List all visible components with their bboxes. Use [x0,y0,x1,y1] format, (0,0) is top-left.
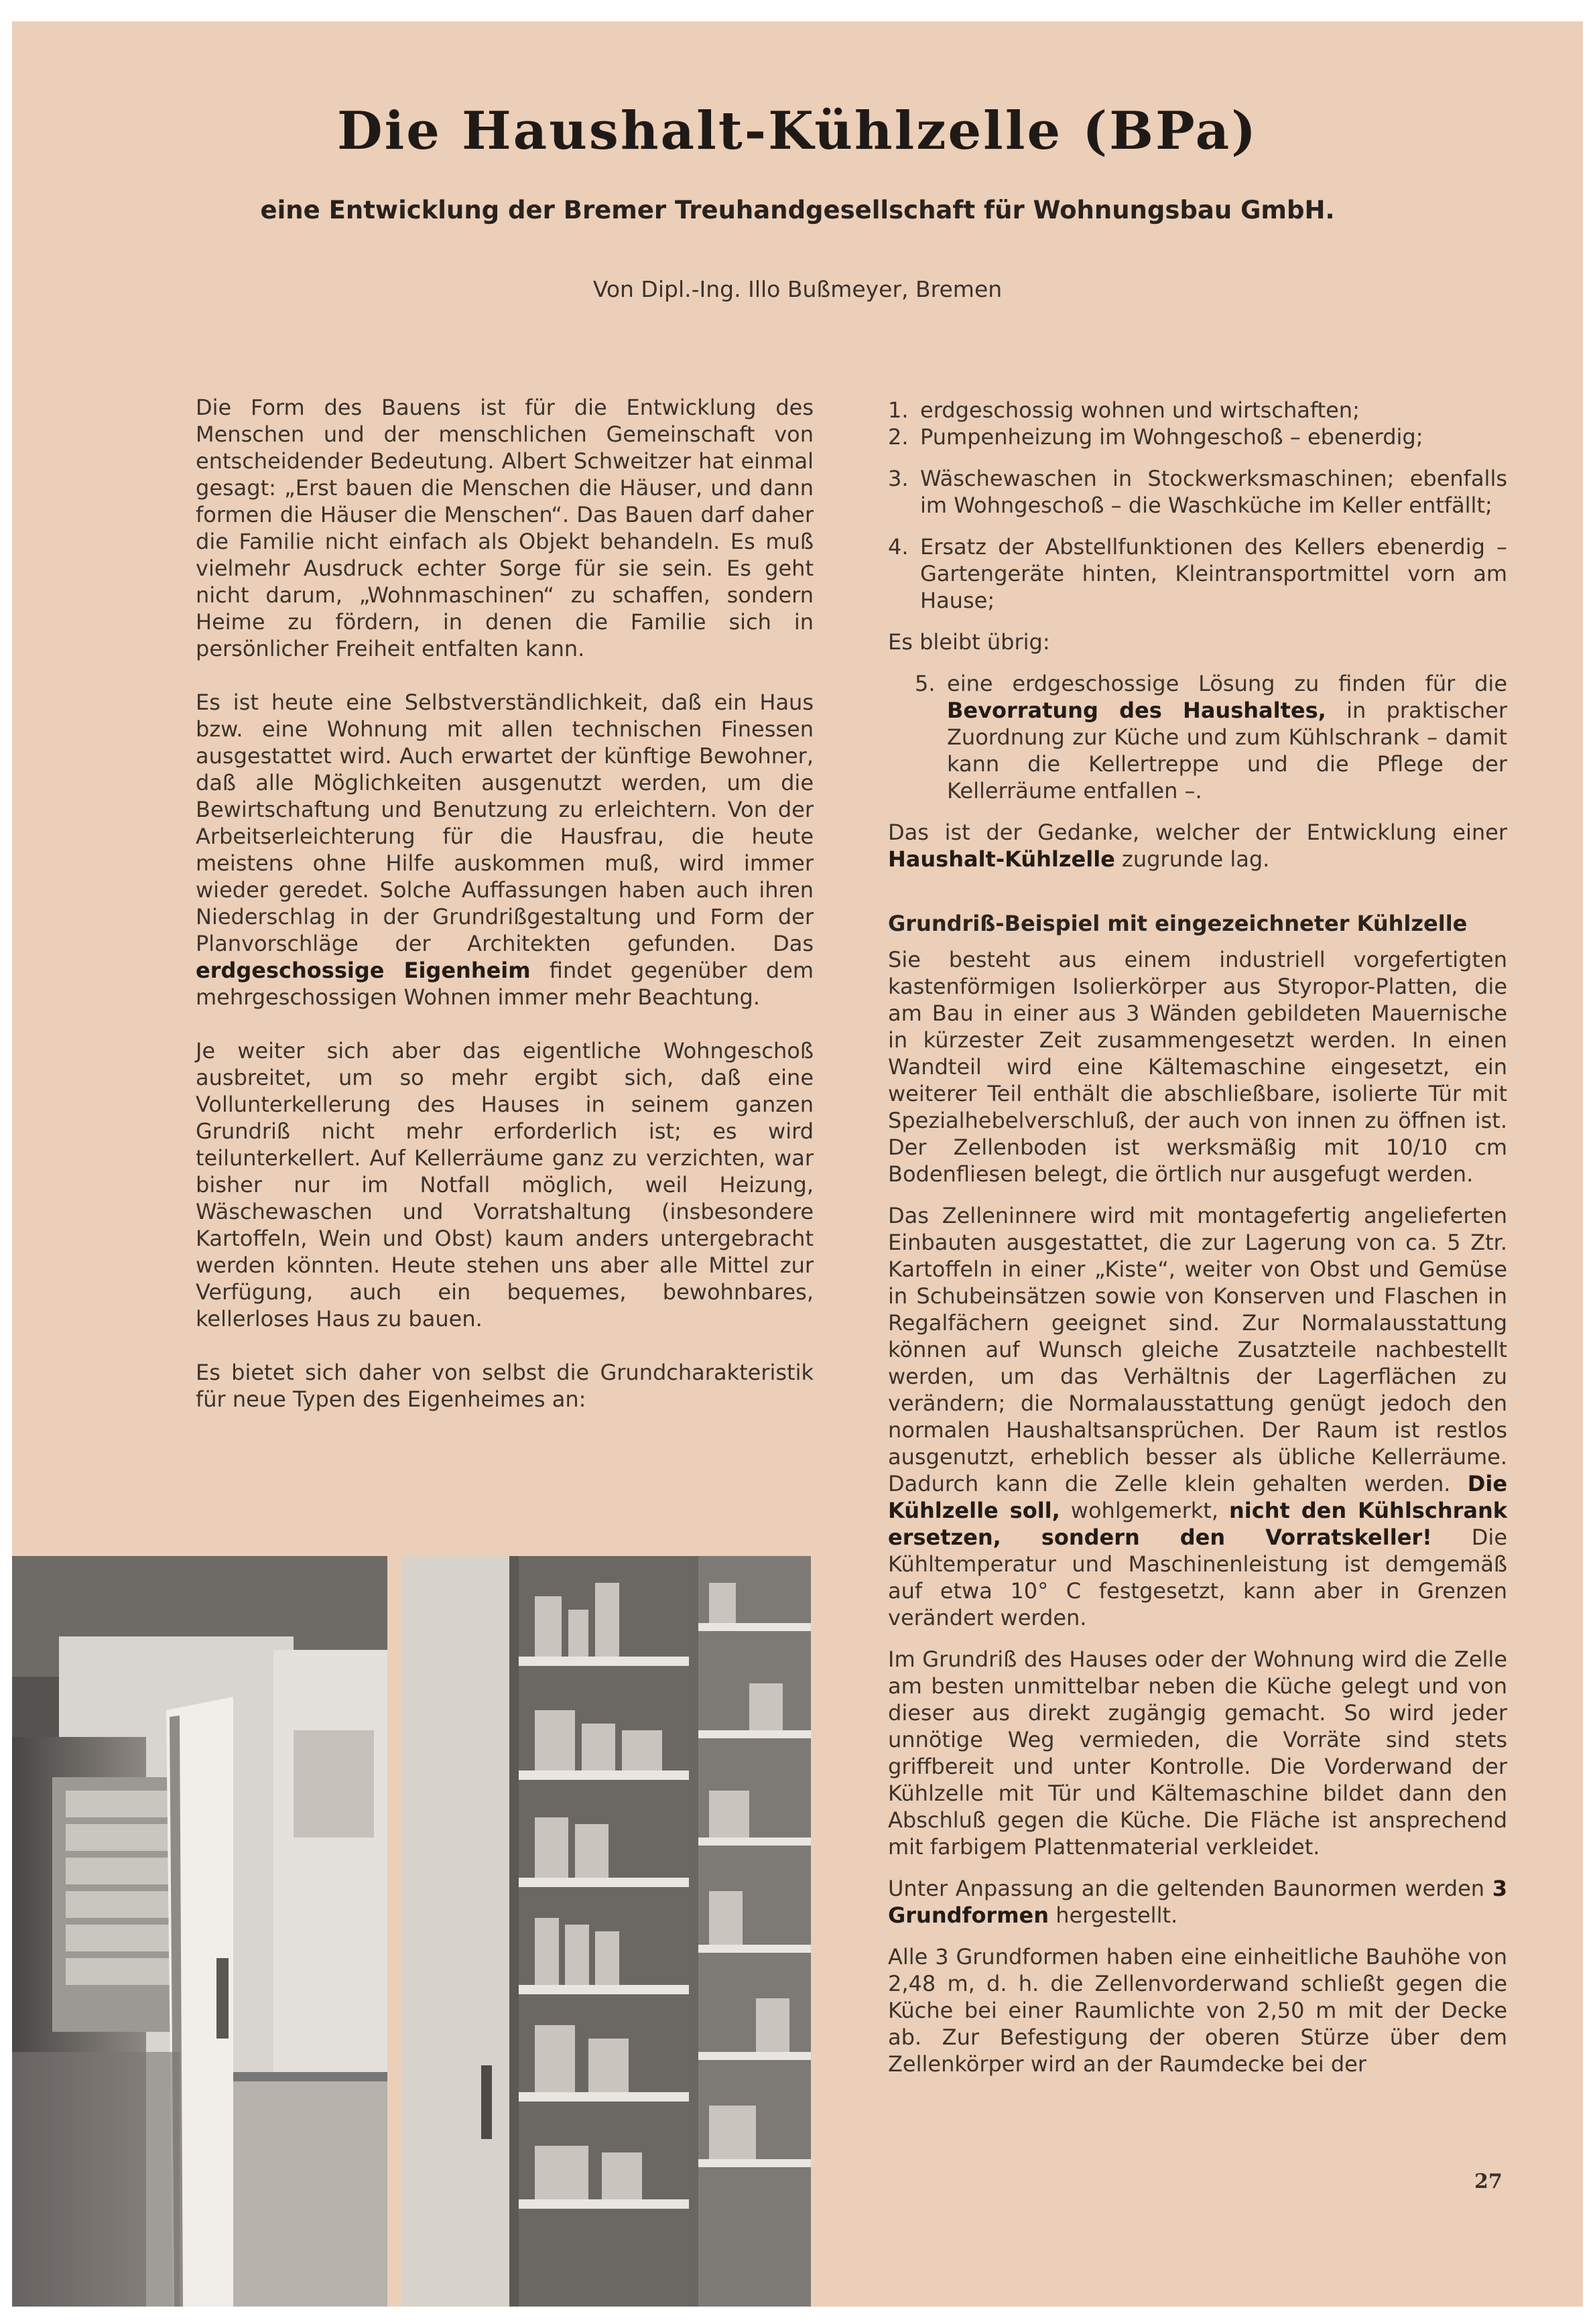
photo-pair [12,1556,811,2307]
photo-pantry-shelves [402,1556,811,2307]
author-byline: Von Dipl.-Ing. Illo Bußmeyer, Bremen [592,276,1003,302]
paragraph-characteristics: Es bietet sich daher von selbst die Grundcharakteristik für neue Typen des Eigenheimes an: [196,1360,814,1412]
emphasis-eigenheim: erdgeschossige Eigenheim [196,958,531,983]
article-subtitle: eine Entwicklung der Bremer Treuhandgesellschaft für Wohnungsbau GmbH. [260,196,1335,224]
paragraph-floorplan: Im Grundriß des Hauses oder der Wohnung wird die Zelle am besten unmittelbar neben die Küche gelegt und von dieser aus direkt zugängig gemacht. So wird jeder unnötige Weg vermieden, die Vorräte sind stets griffbereit und unter Kontrolle. Die Vorderwand der Kühlzelle mit Tür und Kältemaschine bildet dann den Abschluß gegen die Küche. Die Fläche ist ansprechend mit farbigem Plattenmaterial verkleidet. [888,1647,1507,1860]
list-item: 3. Wäschewaschen in Stockwerksmaschinen; ebenfalls im Wohngeschoß – die Waschküche im Keller entfällt; [888,466,1507,518]
left-text-column [196,394,814,1413]
page-number: 27 [1474,2170,1503,2193]
list-item: 5. eine erdgeschossige Lösung zu finden für die Bevorratung des Haushaltes, in praktischer Zuordnung zur Küche und zum Kühlschrank – damit kann die Kellertreppe und die Pflege der Kellerräume entfallen –. [915,671,1507,803]
paragraph-intro: Die Form des Bauens ist für die Entwicklung des Menschen und der menschlichen Gemeinschaft von entscheidender Bedeutung. Albert Schweitzer hat einmal gesagt: „Erst bauen die Menschen die Häuser, und dann formen die Häuser die Menschen“. Das Bauen darf daher die Familie nicht einfach als Objekt behandeln. Es muß vielmehr Ausdruck echter Sorge für sie sein. Es geht nicht darum, „Wohnmaschinen“ zu schaffen, sondern Heime zu fördern, in denen die Familie sich in persönlicher Freiheit entfalten kann. [196,395,814,661]
right-text-column [888,397,1507,2077]
paragraph-height: Alle 3 Grundformen haben eine einheitliche Bauhöhe von 2,48 m, d. h. die Zellenvorderwand schließt gegen die Küche bei einer Raumlichte von 2,50 m mit der Decke ab. Zur Befestigung der oberen Stürze über dem Zellenkörper wird an der Raumdecke bei der [888,1944,1507,2077]
section-heading: Grundriß-Beispiel mit eingezeichneter Kühlzelle [888,911,1468,936]
list-item: 4. Ersatz der Abstellfunktionen des Kellers ebenerdig – Gartengeräte hinten, Kleintransportmittel vorn am Hause; [888,534,1507,613]
list-item: 1. erdgeschossig wohnen und wirtschaften; [888,397,1360,423]
article-title: Die Haushalt-Kühlzelle (BPa) [336,101,1259,162]
paragraph-idea: Das ist der Gedanke, welcher der Entwicklung einer Haushalt-Kühlzelle zugrunde lag. [888,820,1507,872]
photo-gutter [387,1556,402,2307]
paragraph-interior: Das Zelleninnere wird mit montagefertig angelieferten Einbauten ausgestattet, die zur Lagerung von ca. 5 Ztr. Kartoffeln in einer „Kiste“, weiter von Obst und Gemüse in Schubeinsätzen sowie von Konserven und Flaschen in Regalfächern geeignet sind. Zur Normalausstattung können auf Wunsch gleiche Zusatzteile nachbestellt werden, um das Verhältnis der Lagerflächen zu verändern; die Normalausstattung genügt jedoch den normalen Haushaltsansprüchen. Der Raum ist restlos ausgenutzt, erheblich besser als übliche Kellerräume. Dadurch kann die Zelle klein gehalten werden. Die Kühlzelle soll, wohlgemerkt, nicht den Kühlschrank ersetzen, sondern den Vorratskeller! Die Kühltemperatur und Maschinenleistung ist demgemäß auf etwa 10° C festgesetzt, kann aber in Grenzen verändert werden. [888,1203,1508,1630]
photo-kitchen-door [12,1556,387,2307]
paragraph-construction: Sie besteht aus einem industriell vorgefertigten kastenförmigen Isolierkörper aus Styropor-Platten, die am Bau in einer aus 3 Wänden gebildeten Mauernische in kürzester Zeit zusammengesetzt werden. In einen Wandteil wird eine Kältemaschine eingesetzt, ein weiterer Teil enthält die abschließbare, isolierte Tür mit Spezialhebelverschluß, der auch von innen zu öffnen ist. Der Zellenboden ist werksmäßig mit 10/10 cm Bodenfliesen belegt, die örtlich nur ausgefugt werden. [888,947,1507,1187]
list-item: 2. Pumpenheizung im Wohngeschoß – ebenerdig; [888,424,1423,450]
paragraph-forms: Unter Anpassung an die geltenden Baunormen werden 3 Grundformen hergestellt. [888,1876,1508,1928]
paragraph-technology: Es ist heute eine Selbstverständlichkeit, daß ein Haus bzw. eine Wohnung mit allen technischen Finessen ausgestattet wird. Auch erwartet der künftige Bewohner, daß alle Möglichkeiten ausgenutzt werden, um die Bewirtschaftung und Benutzung zu erleichtern. Von der Arbeitserleichterung für die Hausfrau, die heute meistens ohne Hilfe auskommen muß, wird immer wieder geredet. Solche Auffassungen haben auch ihren Niederschlag in der Grundrißgestaltung und Form der Planvorschläge der Architekten gefunden. Das erdgeschossige Eigenheim findet gegenüber dem mehrgeschossigen Wohnen immer mehr Beachtung. [196,690,814,1010]
paragraph-basement: Je weiter sich aber das eigentliche Wohngeschoß ausbreitet, um so mehr ergibt sich, daß eine Vollunterkellerung des Hauses in seinem ganzen Grundriß nicht mehr erforderlich ist; es wird teilunterkellert. Auf Kellerräume ganz zu verzichten, war bisher nur im Notfall möglich, weil Heizung, Wäschewaschen und Vorratshaltung (insbesondere Kartoffeln, Wein und Obst) kaum anders untergebracht werden könnten. Heute stehen uns aber alle Mittel zur Verfügung, auch ein bequemes, bewohnbares, kellerloses Haus zu bauen. [196,1038,814,1332]
paragraph-remains: Es bleibt übrig: [888,629,1050,655]
